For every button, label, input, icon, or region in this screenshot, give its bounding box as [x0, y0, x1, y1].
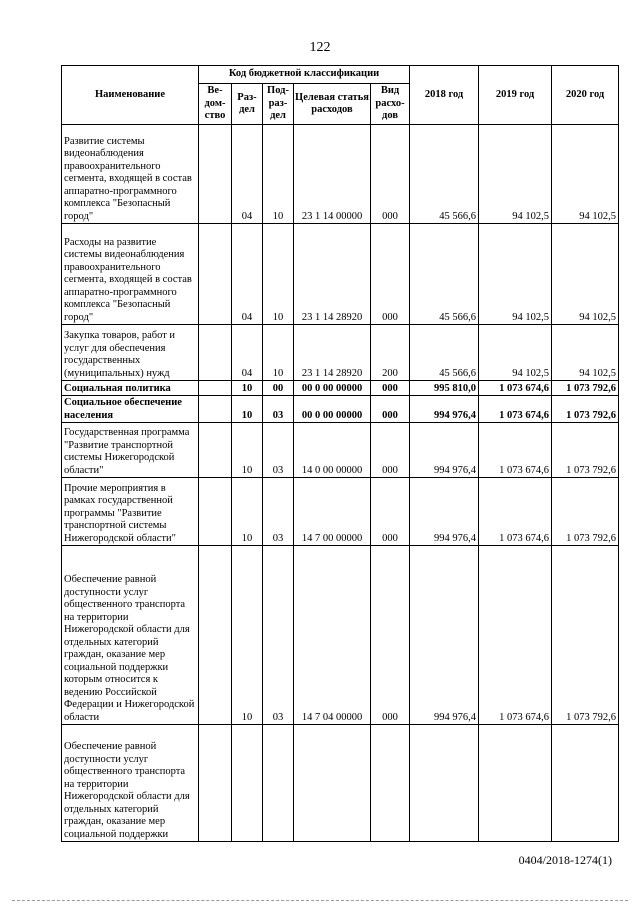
- cell-2020: 94 102,5: [552, 325, 619, 381]
- cell-vedomstvo: [199, 125, 232, 224]
- cell-vedomstvo: [199, 725, 232, 842]
- cell-name: Государственная программа "Развитие транспортной системы Нижегородской области": [62, 423, 199, 478]
- header-vid: Вид расхо-дов: [371, 84, 410, 125]
- cell-2020: 1 073 792,6: [552, 396, 619, 423]
- cell-tselevaya: 14 0 00 00000: [294, 423, 371, 478]
- cell-tselevaya: 23 1 14 28920: [294, 325, 371, 381]
- header-name: Наименование: [62, 66, 199, 125]
- cell-vedomstvo: [199, 423, 232, 478]
- cell-vedomstvo: [199, 478, 232, 546]
- cell-2018: 994 976,4: [410, 546, 479, 725]
- cell-name: Расходы на развитие системы видеонаблюдения правоохранительного сегмента, входящей в состав аппаратно-программного комплекса "Безопасный город": [62, 224, 199, 325]
- cell-tselevaya: 00 0 00 00000: [294, 396, 371, 423]
- cell-2019: 94 102,5: [479, 125, 552, 224]
- table-row: [62, 396, 619, 423]
- cell-tselevaya: 23 1 14 00000: [294, 125, 371, 224]
- table-row: [62, 546, 619, 725]
- cell-vedomstvo: [199, 325, 232, 381]
- table-row: [62, 423, 619, 478]
- cell-name: Социальная политика: [62, 381, 199, 396]
- cell-2018: 994 976,4: [410, 478, 479, 546]
- cell-podrazdel: 00: [263, 381, 294, 396]
- cell-razdel: 04: [232, 125, 263, 224]
- header-2018: 2018 год: [410, 66, 479, 125]
- cell-2020: 1 073 792,6: [552, 546, 619, 725]
- cell-2020: 94 102,5: [552, 125, 619, 224]
- header-podrazdel: Под-раз-дел: [263, 84, 294, 125]
- table-row: [62, 125, 619, 224]
- cell-razdel: 04: [232, 325, 263, 381]
- cell-vedomstvo: [199, 224, 232, 325]
- cell-tselevaya: 14 7 00 00000: [294, 478, 371, 546]
- cell-vedomstvo: [199, 546, 232, 725]
- cell-vid: 000: [371, 423, 410, 478]
- cell-vid: 200: [371, 325, 410, 381]
- cell-2019: 1 073 674,6: [479, 396, 552, 423]
- cell-name: Прочие мероприятия в рамках государственной программы "Развитие транспортной системы Нижегородской области": [62, 478, 199, 546]
- page-number: 122: [309, 40, 331, 55]
- cell-2019: 94 102,5: [479, 224, 552, 325]
- cell-name: Обеспечение равной доступности услуг общественного транспорта на территории Нижегородской области для отдельных категорий граждан, оказание мер социальной поддержки: [62, 725, 199, 842]
- cell-2018: 994 976,4: [410, 396, 479, 423]
- cell-2018: 45 566,6: [410, 224, 479, 325]
- cell-2018: 995 810,0: [410, 381, 479, 396]
- header-2019: 2019 год: [479, 66, 552, 125]
- cell-vid: 000: [371, 381, 410, 396]
- budget-table: [61, 65, 619, 842]
- cell-podrazdel: 03: [263, 423, 294, 478]
- cell-podrazdel: 03: [263, 396, 294, 423]
- cell-razdel: 04: [232, 224, 263, 325]
- cell-name: Закупка товаров, работ и услуг для обеспечения государственных (муниципальных) нужд: [62, 325, 199, 381]
- cell-tselevaya: 23 1 14 28920: [294, 224, 371, 325]
- header-razdel: Раз-дел: [232, 84, 263, 125]
- cell-razdel: 10: [232, 423, 263, 478]
- cell-tselevaya: 00 0 00 00000: [294, 381, 371, 396]
- cell-2018: 45 566,6: [410, 125, 479, 224]
- table-row: [62, 725, 619, 842]
- cell-2019: [479, 725, 552, 842]
- cell-vedomstvo: [199, 381, 232, 396]
- cell-vid: 000: [371, 224, 410, 325]
- cell-podrazdel: 10: [263, 325, 294, 381]
- cell-name: Развитие системы видеонаблюдения правоохранительного сегмента, входящей в состав аппаратно-программного комплекса "Безопасный город": [62, 125, 199, 224]
- table-row: [62, 325, 619, 381]
- cell-2020: 1 073 792,6: [552, 478, 619, 546]
- cell-2020: [552, 725, 619, 842]
- cell-2020: 1 073 792,6: [552, 423, 619, 478]
- cell-podrazdel: 03: [263, 546, 294, 725]
- cell-razdel: 10: [232, 381, 263, 396]
- cell-vid: 000: [371, 478, 410, 546]
- cell-vid: [371, 725, 410, 842]
- cell-2018: 45 566,6: [410, 325, 479, 381]
- cell-razdel: 10: [232, 396, 263, 423]
- header-vedomstvo: Ве-дом-ство: [199, 84, 232, 125]
- cell-podrazdel: 03: [263, 478, 294, 546]
- header-tselevaya: Целевая статья расходов: [294, 84, 371, 125]
- cell-2020: 94 102,5: [552, 224, 619, 325]
- cell-2018: 994 976,4: [410, 423, 479, 478]
- table-row: [62, 478, 619, 546]
- cell-2019: 1 073 674,6: [479, 478, 552, 546]
- table-row: [62, 381, 619, 396]
- cell-podrazdel: [263, 725, 294, 842]
- cell-vedomstvo: [199, 396, 232, 423]
- cell-2020: 1 073 792,6: [552, 381, 619, 396]
- cell-razdel: 10: [232, 478, 263, 546]
- cell-2019: 1 073 674,6: [479, 423, 552, 478]
- cell-vid: 000: [371, 125, 410, 224]
- cell-2019: 1 073 674,6: [479, 546, 552, 725]
- header-budget-code-group: Код бюджетной классификации: [199, 66, 410, 84]
- cell-vid: 000: [371, 396, 410, 423]
- table-row: [62, 224, 619, 325]
- cell-2019: 1 073 674,6: [479, 381, 552, 396]
- cell-2018: [410, 725, 479, 842]
- cell-razdel: 10: [232, 546, 263, 725]
- cell-name: Социальное обеспечение населения: [62, 396, 199, 423]
- cell-2019: 94 102,5: [479, 325, 552, 381]
- cell-vid: 000: [371, 546, 410, 725]
- header-2020: 2020 год: [552, 66, 619, 125]
- cell-tselevaya: 14 7 04 00000: [294, 546, 371, 725]
- cell-podrazdel: 10: [263, 125, 294, 224]
- scan-edge-line: [12, 900, 628, 901]
- cell-tselevaya: [294, 725, 371, 842]
- cell-podrazdel: 10: [263, 224, 294, 325]
- cell-razdel: [232, 725, 263, 842]
- cell-name: Обеспечение равной доступности услуг общественного транспорта на территории Нижегородской области для отдельных категорий граждан, оказание мер социальной поддержки которым относится к ведению Российской Федерации и Нижегородской области: [62, 546, 199, 725]
- document-code: 0404/2018-1274(1): [518, 853, 612, 867]
